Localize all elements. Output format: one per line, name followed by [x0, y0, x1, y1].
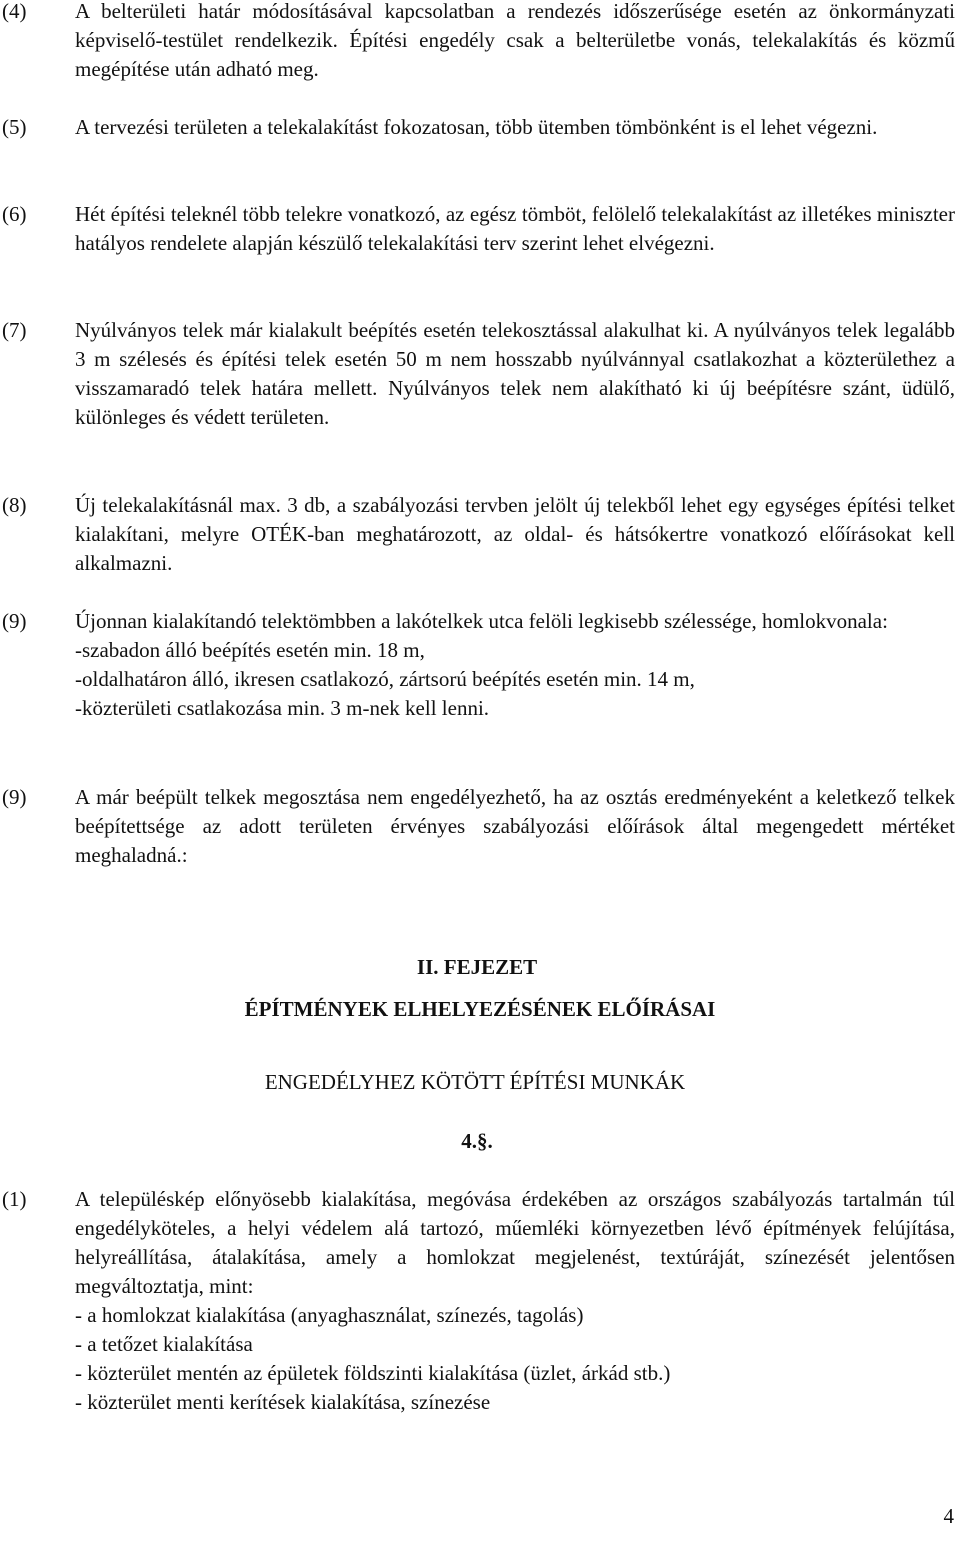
paragraph-9-width: [0, 607, 955, 723]
chapter-number: II. FEJEZET: [416, 955, 538, 979]
list-line: -közterületi csatlakozása min. 3 m-nek kell lenni.: [75, 696, 490, 720]
paragraph-text: Hét építési teleknél több telekre vonatkozó, az egész tömböt, felölelő telekalakítást az illetékes miniszter hatályos rendelete alapján készülő telekalakítási terv szerint lehet elvégezni.: [75, 202, 955, 255]
paragraph-text: A településkép előnyösebb kialakítása, megóvása érdekében az országos szabályozás tartalmán túl engedélyköteles, a helyi védelem alá tartozó, műemléki környezetben lévő építmények felújítása, helyreállítása, átalakítása, amely a homlokzat megjelenést, textúráját, színezését jelentősen megváltoztatja, mint:: [75, 1187, 955, 1298]
list-line: -szabadon álló beépítés esetén min. 18 m,: [75, 638, 425, 662]
paragraph-9-division: [0, 783, 955, 870]
paragraph-number: (1): [2, 1187, 27, 1211]
chapter-title: ÉPÍTMÉNYEK ELHELYEZÉSÉNEK ELŐÍRÁSAI: [244, 997, 716, 1021]
list-item: - a homlokzat kialakítása (anyaghasználat, színezés, tagolás): [75, 1303, 584, 1327]
paragraph-text: Új telekalakításnál max. 3 db, a szabályozási tervben jelölt új telekből lehet egy egységes építési telket kialakítani, melyre OTÉK-ban meghatározott, az oldal- és hátsókertre vonatkozó előírásokat kell alkalmazni.: [75, 493, 955, 575]
paragraph-number: (8): [2, 493, 27, 517]
paragraph-7: [0, 316, 955, 432]
paragraph-text: A belterületi határ módosításával kapcsolatban a rendezés időszerűsége esetén az önkormányzati képviselő-testület rendelkezik. Építési engedély csak a belterületbe vonás, telekalakítás és közmű megépítése után adható meg.: [75, 0, 955, 81]
paragraph-5: [0, 113, 955, 142]
paragraph-text: A tervezési területen a telekalakítást fokozatosan, több ütemben tömbönként is el lehet végezni.: [75, 115, 878, 139]
paragraph-number: (9): [2, 609, 27, 633]
paragraph-number: (5): [2, 115, 27, 139]
section-number: 4.§.: [461, 1129, 493, 1153]
paragraph-6: [0, 200, 955, 258]
chapter-subtitle: ENGEDÉLYHEZ KÖTÖTT ÉPÍTÉSI MUNKÁK: [264, 1070, 686, 1094]
list-item: - a tetőzet kialakítása: [75, 1332, 253, 1356]
paragraph-number: (9): [2, 785, 27, 809]
page-number: 4: [943, 1504, 954, 1528]
paragraph-number: (7): [2, 318, 27, 342]
paragraph-text: Újonnan kialakítandó telektömbben a lakótelkek utca felöli legkisebb szélessége, homlokvonala:: [75, 609, 888, 633]
paragraph-text: A már beépült telkek megosztása nem engedélyezhető, ha az osztás eredményeként a keletkező telkek beépítettsége az adott területen érvényes szabályozási előírások által megengedett mértéket meghaladná.:: [75, 785, 955, 867]
paragraph-number: (4): [2, 0, 27, 23]
paragraph-8: [0, 491, 955, 578]
paragraph-text: Nyúlványos telek már kialakult beépítés esetén telekosztással alakulhat ki. A nyúlványos telek legalább 3 m szélesés és építési telek esetén 50 m nem hosszabb nyúlvánnyal csatlakozhat a közterülethez a visszamaradó telek határa mellett. Nyúlványos telek nem alakítható ki új beépítésre szánt, üdülő, különleges és védett területen.: [75, 318, 955, 429]
paragraph-4: [0, 0, 955, 84]
paragraph-number: (6): [2, 202, 27, 226]
section-4-paragraph-1: [0, 1185, 955, 1417]
list-item: - közterület menti kerítések kialakítása, színezése: [75, 1390, 491, 1414]
list-item: - közterület mentén az épületek földszinti kialakítása (üzlet, árkád stb.): [75, 1361, 671, 1385]
list-line: -oldalhatáron álló, ikresen csatlakozó, zártsorú beépítés esetén min. 14 m,: [75, 667, 695, 691]
